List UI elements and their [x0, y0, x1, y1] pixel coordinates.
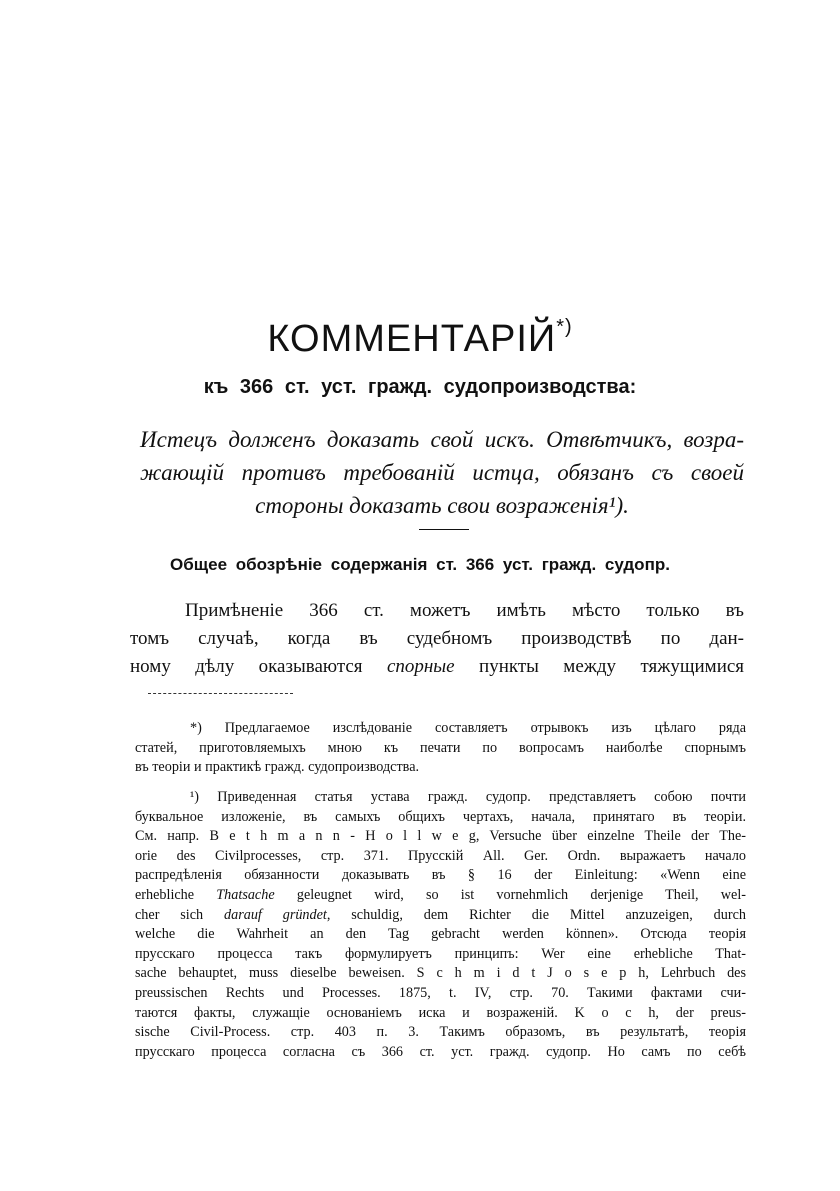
footnote-line: welche die Wahrheit an den Tag gebracht werden können». Отсюда теорія — [135, 926, 746, 943]
footnote-line — [135, 886, 746, 906]
section-divider — [419, 529, 469, 530]
body-line: томъ случаѣ, когда въ судебномъ производствѣ по дан- — [130, 628, 744, 649]
footnote-line: ¹) Приведенная статья устава гражд. судопр. представляетъ собою почти — [190, 789, 746, 805]
title-text: КОММЕНТАРІЙ — [267, 318, 557, 360]
footnote-line: въ теоріи и практикѣ гражд. судопроизводства. — [135, 759, 420, 776]
footnote-line: *) Предлагаемое изслѣдованіе составляетъ отрывокъ изъ цѣлаго ряда — [190, 720, 746, 736]
epigraph — [140, 423, 744, 522]
epigraph-line: жающій противъ требованій истца, обязанъ съ своей — [140, 460, 744, 485]
body-text-fragment: ному дѣлу оказываются — [130, 656, 363, 677]
footnote-fragment: , schuldig, dem Richter die Mittel anzuzeigen, durch — [326, 906, 746, 923]
emphasized-word: Thatsache — [216, 886, 275, 903]
footnote-fragment: cher sich — [135, 906, 204, 923]
footnote-line: статей, приготовляемыхъ мною къ печати по вопросамъ наиболѣе спорнымъ — [135, 739, 746, 756]
section-heading: Общее обозрѣніе содержанія ст. 366 уст. гражд. судопр. — [170, 555, 670, 574]
footnote-line: sache behauptet, muss dieselbe beweisen. S c h m i d t J o s e p h, Lehrbuch des — [135, 965, 746, 982]
footnote-separator — [148, 693, 293, 694]
emphasized-word: спорные — [386, 656, 455, 677]
footnote-line: orie des Civilprocesses, стр. 371. Прусскій All. Ger. Ordn. выражаетъ начало — [135, 847, 746, 864]
footnote-line: распредѣленія обязанности доказывать въ § 16 der Einleitung: «Wenn eine — [135, 867, 746, 884]
footnote-line — [135, 906, 746, 926]
footnote-line: preussischen Rechts und Processes. 1875, t. IV, стр. 70. Такими фактами счи- — [135, 984, 746, 1001]
footnote-marker-star: *) — [556, 316, 573, 338]
footnote-fragment: geleugnet wird, so ist vornehmlich derjenige Theil, wel- — [296, 886, 746, 903]
emphasized-word: darauf gründet — [224, 906, 327, 923]
epigraph-line: Истецъ долженъ доказать свой искъ. Отвѣтчикъ, возра- — [140, 427, 744, 452]
body-text-fragment: пункты между тяжущимися — [479, 656, 745, 677]
footnote-fragment: erhebliche — [135, 886, 195, 903]
footnote-line: буквальное изложеніе, въ самыхъ общихъ чертахъ, начала, принятаго въ теоріи. — [135, 808, 746, 825]
footnote-line: См. напр. B e t h m a n n - H o l l w e g, Versuche über einzelne Theile der The- — [135, 828, 746, 845]
epigraph-line: стороны доказать свои возраженія¹). — [255, 493, 629, 518]
body-paragraph — [130, 597, 744, 681]
footnote-star — [135, 719, 746, 778]
body-line — [130, 653, 744, 681]
page-subtitle: къ 366 ст. уст. гражд. судопроизводства: — [203, 376, 637, 398]
body-line: Примѣненіе 366 ст. можетъ имѣть мѣсто только въ — [185, 600, 744, 621]
page-title — [0, 318, 840, 361]
footnote-one — [135, 788, 746, 1062]
footnote-line: прусскаго процесса такъ формулируетъ принципъ: Wer eine erhebliche That- — [135, 945, 746, 962]
footnote-line: прусскаго процесса согласна съ 366 ст. уст. гражд. судопр. Но самъ по себѣ — [135, 1043, 746, 1060]
footnote-line: sische Civil-Process. стр. 403 п. 3. Такимъ образомъ, въ результатѣ, теорія — [135, 1024, 746, 1041]
footnote-line: таются факты, служащіе основаніемъ иска и возраженій. K o c h, der preus- — [135, 1004, 746, 1021]
